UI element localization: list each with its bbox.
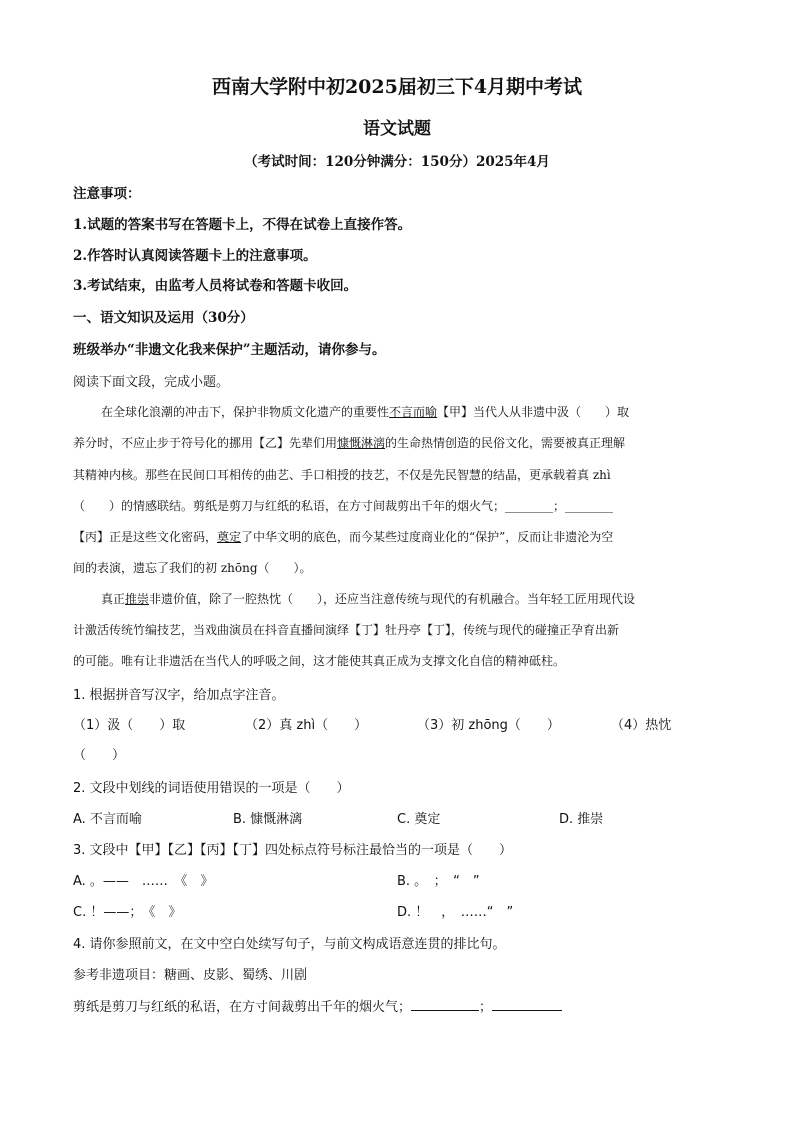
underlined-word: 不言而喻	[389, 405, 438, 419]
q3-option-b: B. 。 ； “ ”	[397, 874, 480, 889]
passage-line: 在全球化浪潮的冲击下，保护非物质文化遗产的重要性不言而喻【甲】当代人从非遗中汲（ ）取	[101, 405, 630, 419]
notice-heading: 注意事项：	[73, 186, 141, 202]
q3-option-a: A. 。—— …… 《 》	[73, 874, 214, 889]
q1-item-1: （1）汲（ ）取	[73, 718, 186, 733]
q2-option-d: D. 推崇	[559, 812, 604, 827]
question-3-stem: 3. 文段中【甲】【乙】【丙】【丁】四处标点符号标注最恰当的一项是（ ）	[73, 843, 513, 858]
passage-line: 真正推崇非遗价值，除了一腔热忱（ ），还应当注意传统与现代的有机融合。当年轻工匠用现代设	[101, 592, 636, 606]
section-heading: 一、语文知识及运用（30分）	[73, 310, 254, 326]
q2-option-a: A. 不言而喻	[73, 812, 142, 827]
q2-option-b: B. 慷慨淋漓	[233, 812, 303, 827]
underlined-word: 慷慨淋漓	[337, 436, 386, 450]
activity-theme: 班级举办“非遗文化我来保护”主题活动，请你参与。	[73, 342, 386, 358]
reading-instruction: 阅读下面文段，完成小题。	[73, 375, 230, 390]
underlined-word: 推崇	[125, 592, 150, 606]
answer-blank-1[interactable]	[411, 998, 479, 1011]
passage-line: 其精神内核。那些在民间口耳相传的曲艺、手口相授的技艺，不仅是先民智慧的结晶，更承载着真 zhì	[73, 468, 611, 482]
question-4-stem: 4. 请你参照前文，在文中空白处续写句子，与前文构成语意连贯的排比句。	[73, 937, 506, 952]
q3-option-d: D. ！ ， ……“ ”	[397, 905, 514, 920]
q1-item-3: （3）初 zhōng（ ）	[417, 718, 560, 733]
exam-info: （考试时间：120分钟满分：150分）2025年4月	[244, 154, 550, 170]
passage-line: 间的表演，遗忘了我们的初 zhōng（ ）。	[73, 561, 312, 575]
q1-item-4-blank: （ ）	[73, 748, 126, 763]
passage-line: 的可能。唯有让非遗活在当代人的呼吸之间，这才能使其真正成为支撑文化自信的精神砥柱。	[73, 654, 566, 668]
q1-item-4: （4）热忱	[611, 718, 672, 733]
question-1-stem: 1. 根据拼音写汉字，给加点字注音。	[73, 688, 285, 703]
passage-line: 养分时，不应止步于符号化的挪用【乙】先辈们用慷慨淋漓的生命热情创造的民俗文化，需要被真正理解	[73, 436, 626, 450]
notice-item-3: 3.考试结束，由监考人员将试卷和答题卡收回。	[73, 278, 358, 294]
passage-line: 计激活传统竹编技艺，当戏曲演员在抖音直播间演绎【丁】牡丹亭【丁】，传统与现代的碰撞正孕育出新	[73, 623, 620, 637]
q4-answer-line: 剪纸是剪刀与红纸的私语，在方寸间裁剪出千年的烟火气； ；	[73, 996, 562, 1015]
underlined-word: 奠定	[217, 530, 242, 544]
q4-reference: 参考非遗项目：糖画、皮影、蜀绣、川剧	[73, 968, 308, 983]
question-2-stem: 2. 文段中划线的词语使用错误的一项是（ ）	[73, 781, 350, 796]
passage-line: 【丙】正是这些文化密码，奠定了中华文明的底色，而今某些过度商业化的“保护”，反而让非遗沦为空	[73, 530, 614, 544]
q1-item-2: （2）真 zhì（ ）	[245, 718, 368, 733]
notice-item-2: 2.作答时认真阅读答题卡上的注意事项。	[73, 248, 317, 264]
answer-blank-2[interactable]	[492, 998, 562, 1011]
exam-title: 西南大学附中初2025届初三下4月期中考试	[211, 76, 583, 98]
exam-subtitle: 语文试题	[363, 119, 431, 139]
q3-option-c: C. ！——； 《 》	[73, 905, 182, 920]
passage-line: （ ）的情感联结。剪纸是剪刀与红纸的私语，在方寸间裁剪出千年的烟火气；________；________	[73, 499, 614, 513]
notice-item-1: 1.试题的答案书写在答题卡上，不得在试卷上直接作答。	[73, 217, 412, 233]
q2-option-c: C. 奠定	[397, 812, 441, 827]
